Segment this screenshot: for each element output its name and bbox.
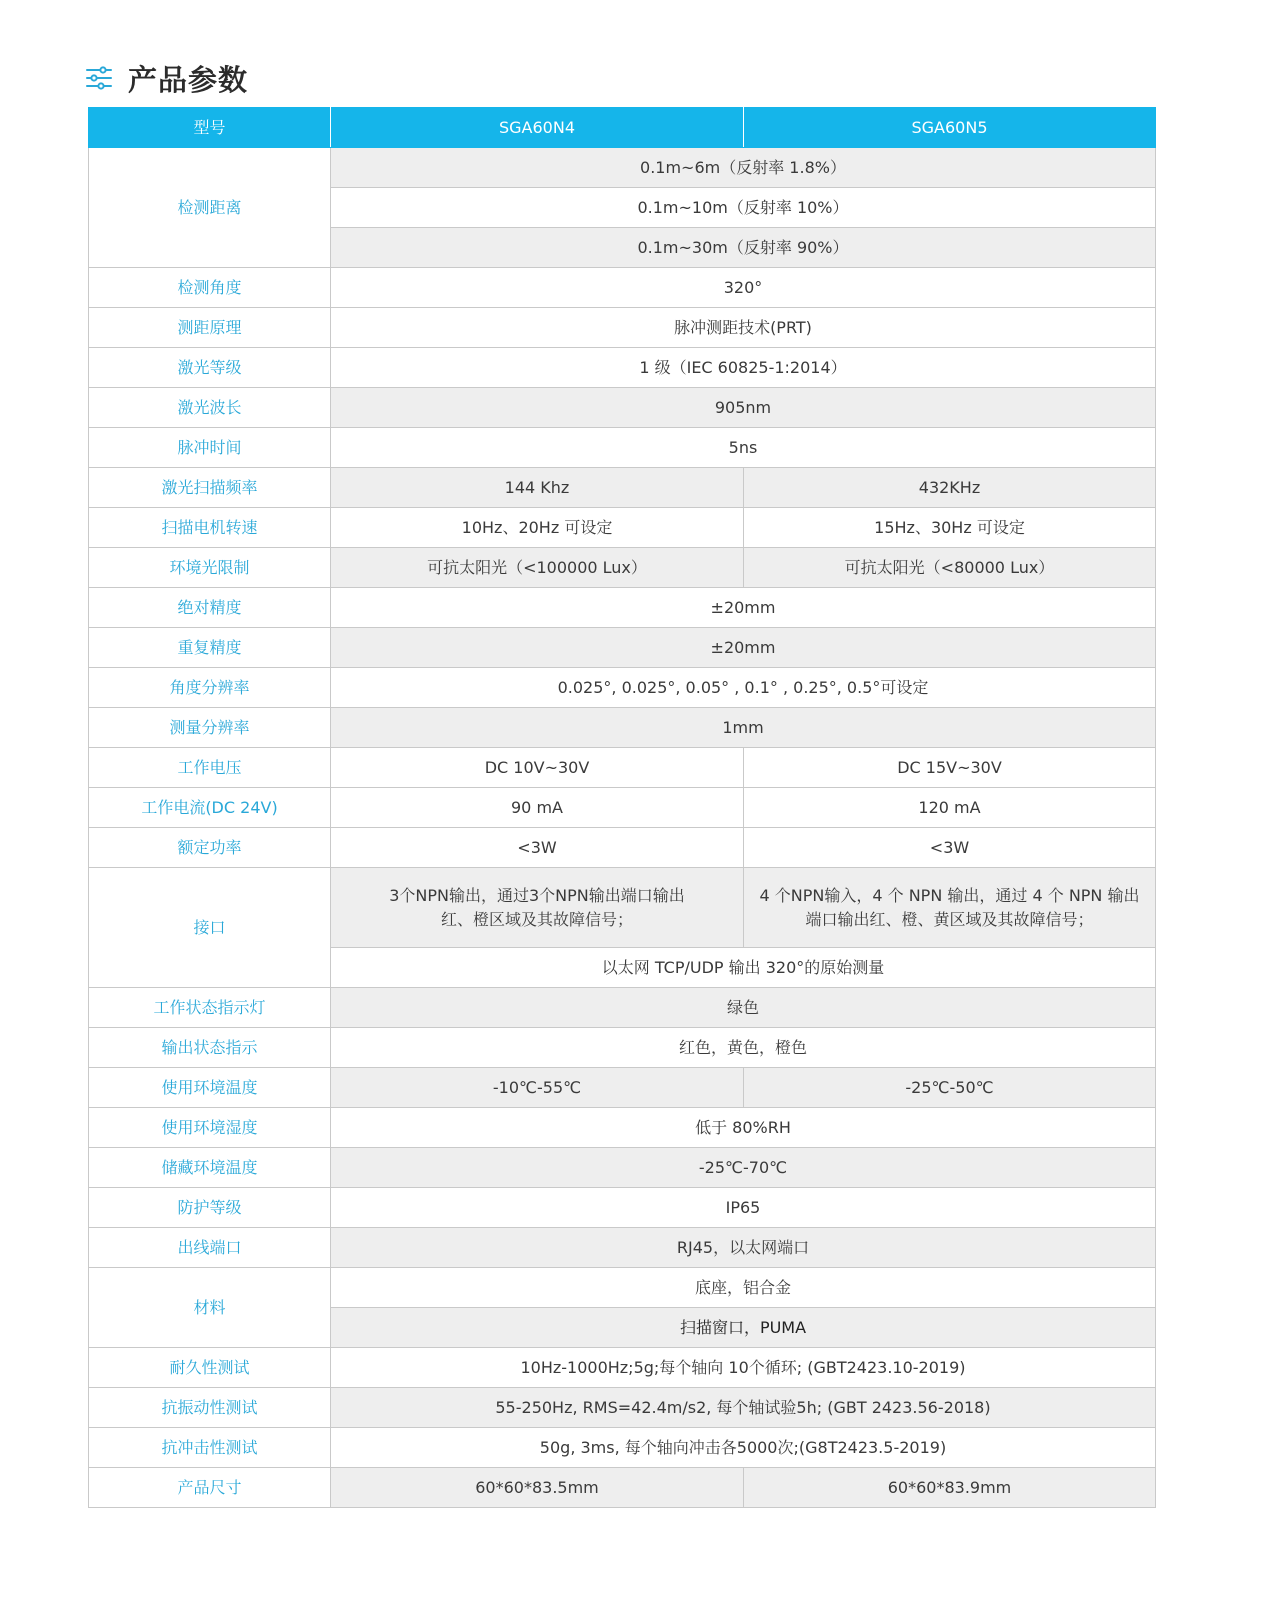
cell-value: 红色，黄色，橙色 bbox=[331, 1028, 1156, 1068]
table-row bbox=[89, 308, 1156, 348]
cell-value-sga60n5 bbox=[744, 868, 1156, 948]
cell-value: IP65 bbox=[331, 1188, 1156, 1228]
row-label: 使用环境温度 bbox=[89, 1068, 331, 1108]
row-label: 重复精度 bbox=[89, 628, 331, 668]
row-label: 角度分辨率 bbox=[89, 668, 331, 708]
table-row bbox=[89, 588, 1156, 628]
table-row bbox=[89, 1028, 1156, 1068]
cell-value: 绿色 bbox=[331, 988, 1156, 1028]
table-row bbox=[89, 1268, 1156, 1308]
header-model-sga60n4: SGA60N4 bbox=[331, 108, 744, 148]
cell-value-sga60n5: 432KHz bbox=[744, 468, 1156, 508]
table-row bbox=[89, 268, 1156, 308]
row-label: 测量分辨率 bbox=[89, 708, 331, 748]
cell-value: 320° bbox=[331, 268, 1156, 308]
cell-value: 55-250Hz, RMS=42.4m/s2, 每个轴试验5h; (GBT 2423.56-2018) bbox=[331, 1388, 1156, 1428]
row-label: 扫描电机转速 bbox=[89, 508, 331, 548]
cell-value: 0.1m~30m（反射率 90%） bbox=[331, 228, 1156, 268]
cell-value-sga60n4: DC 10V~30V bbox=[331, 748, 744, 788]
interface-line: 4 个NPN输入，4 个 NPN 输出，通过 4 个 NPN 输出 bbox=[759, 885, 1140, 905]
row-label: 额定功率 bbox=[89, 828, 331, 868]
cell-value-sga60n4: 60*60*83.5mm bbox=[331, 1468, 744, 1508]
cell-value-sga60n5: -25℃-50℃ bbox=[744, 1068, 1156, 1108]
table-row bbox=[89, 748, 1156, 788]
table-row bbox=[89, 508, 1156, 548]
table-row bbox=[89, 1388, 1156, 1428]
table-header-row bbox=[89, 108, 1156, 148]
table-row bbox=[89, 788, 1156, 828]
table-row bbox=[89, 988, 1156, 1028]
row-label: 耐久性测试 bbox=[89, 1348, 331, 1388]
row-label: 出线端口 bbox=[89, 1228, 331, 1268]
row-label: 激光等级 bbox=[89, 348, 331, 388]
cell-value: 0.1m~6m（反射率 1.8%） bbox=[331, 148, 1156, 188]
table-row bbox=[89, 1428, 1156, 1468]
interface-line: 3个NPN输出，通过3个NPN输出端口输出 bbox=[389, 885, 685, 905]
cell-value: 扫描窗口，PUMA bbox=[331, 1308, 1156, 1348]
table-row bbox=[89, 1468, 1156, 1508]
cell-value-sga60n5: DC 15V~30V bbox=[744, 748, 1156, 788]
row-label: 绝对精度 bbox=[89, 588, 331, 628]
row-label: 工作电压 bbox=[89, 748, 331, 788]
row-label: 材料 bbox=[89, 1268, 331, 1348]
cell-value-sga60n4 bbox=[331, 868, 744, 948]
spec-table bbox=[88, 107, 1156, 1508]
cell-value-sga60n5: <3W bbox=[744, 828, 1156, 868]
section-heading bbox=[86, 58, 248, 98]
table-row bbox=[89, 1148, 1156, 1188]
cell-value: 1mm bbox=[331, 708, 1156, 748]
interface-line: 红、橙区域及其故障信号； bbox=[440, 909, 633, 929]
cell-value-sga60n5: 60*60*83.9mm bbox=[744, 1468, 1156, 1508]
table-row bbox=[89, 468, 1156, 508]
cell-value: 0.025°, 0.025°, 0.05° , 0.1° , 0.25°, 0.5°可设定 bbox=[331, 668, 1156, 708]
row-label: 储藏环境温度 bbox=[89, 1148, 331, 1188]
row-label: 激光波长 bbox=[89, 388, 331, 428]
cell-value: 1 级（IEC 60825-1:2014） bbox=[331, 348, 1156, 388]
table-row bbox=[89, 1068, 1156, 1108]
cell-value: 50g, 3ms, 每个轴向冲击各5000次;(G8T2423.5-2019) bbox=[331, 1428, 1156, 1468]
cell-value: 以太网 TCP/UDP 输出 320°的原始测量 bbox=[331, 948, 1156, 988]
row-label: 产品尺寸 bbox=[89, 1468, 331, 1508]
header-model-sga60n5: SGA60N5 bbox=[744, 108, 1156, 148]
row-label: 输出状态指示 bbox=[89, 1028, 331, 1068]
cell-value-sga60n5: 15Hz、30Hz 可设定 bbox=[744, 508, 1156, 548]
table-row bbox=[89, 148, 1156, 188]
cell-value: 低于 80%RH bbox=[331, 1108, 1156, 1148]
table-row bbox=[89, 388, 1156, 428]
table-row bbox=[89, 1348, 1156, 1388]
table-row bbox=[89, 1188, 1156, 1228]
row-label: 检测距离 bbox=[89, 148, 331, 268]
row-label: 脉冲时间 bbox=[89, 428, 331, 468]
table-row bbox=[89, 668, 1156, 708]
cell-value: 5ns bbox=[331, 428, 1156, 468]
table-row bbox=[89, 548, 1156, 588]
table-row bbox=[89, 708, 1156, 748]
row-label: 工作状态指示灯 bbox=[89, 988, 331, 1028]
table-row bbox=[89, 1228, 1156, 1268]
cell-value: 0.1m~10m（反射率 10%） bbox=[331, 188, 1156, 228]
row-label: 工作电流(DC 24V) bbox=[89, 788, 331, 828]
cell-value-sga60n4: 10Hz、20Hz 可设定 bbox=[331, 508, 744, 548]
cell-value: ±20mm bbox=[331, 628, 1156, 668]
row-label: 抗振动性测试 bbox=[89, 1388, 331, 1428]
cell-value: -25℃-70℃ bbox=[331, 1148, 1156, 1188]
table-row bbox=[89, 428, 1156, 468]
cell-value: 底座，铝合金 bbox=[331, 1268, 1156, 1308]
header-model-label: 型号 bbox=[89, 108, 331, 148]
row-label: 环境光限制 bbox=[89, 548, 331, 588]
page-title: 产品参数 bbox=[128, 62, 249, 97]
table-row bbox=[89, 828, 1156, 868]
cell-value-sga60n4: 144 Khz bbox=[331, 468, 744, 508]
row-label: 抗冲击性测试 bbox=[89, 1428, 331, 1468]
cell-value: 脉冲测距技术(PRT) bbox=[331, 308, 1156, 348]
table-row bbox=[89, 628, 1156, 668]
sliders-icon bbox=[86, 66, 112, 90]
cell-value-sga60n4: 可抗太阳光（<100000 Lux） bbox=[331, 548, 744, 588]
table-row bbox=[89, 1108, 1156, 1148]
cell-value: 10Hz-1000Hz;5g;每个轴向 10个循环; (GBT2423.10-2019) bbox=[331, 1348, 1156, 1388]
cell-value-sga60n4: <3W bbox=[331, 828, 744, 868]
row-label: 测距原理 bbox=[89, 308, 331, 348]
row-label: 激光扫描频率 bbox=[89, 468, 331, 508]
cell-value: RJ45，以太网端口 bbox=[331, 1228, 1156, 1268]
cell-value-sga60n5: 可抗太阳光（<80000 Lux） bbox=[744, 548, 1156, 588]
row-label: 防护等级 bbox=[89, 1188, 331, 1228]
cell-value-sga60n5: 120 mA bbox=[744, 788, 1156, 828]
cell-value: 905nm bbox=[331, 388, 1156, 428]
cell-value: ±20mm bbox=[331, 588, 1156, 628]
cell-value-sga60n4: -10℃-55℃ bbox=[331, 1068, 744, 1108]
interface-line: 端口输出红、橙、黄区域及其故障信号； bbox=[805, 909, 1094, 929]
table-row bbox=[89, 348, 1156, 388]
cell-value-sga60n4: 90 mA bbox=[331, 788, 744, 828]
row-label: 检测角度 bbox=[89, 268, 331, 308]
table-row bbox=[89, 868, 1156, 948]
row-label: 接口 bbox=[89, 868, 331, 988]
row-label: 使用环境湿度 bbox=[89, 1108, 331, 1148]
